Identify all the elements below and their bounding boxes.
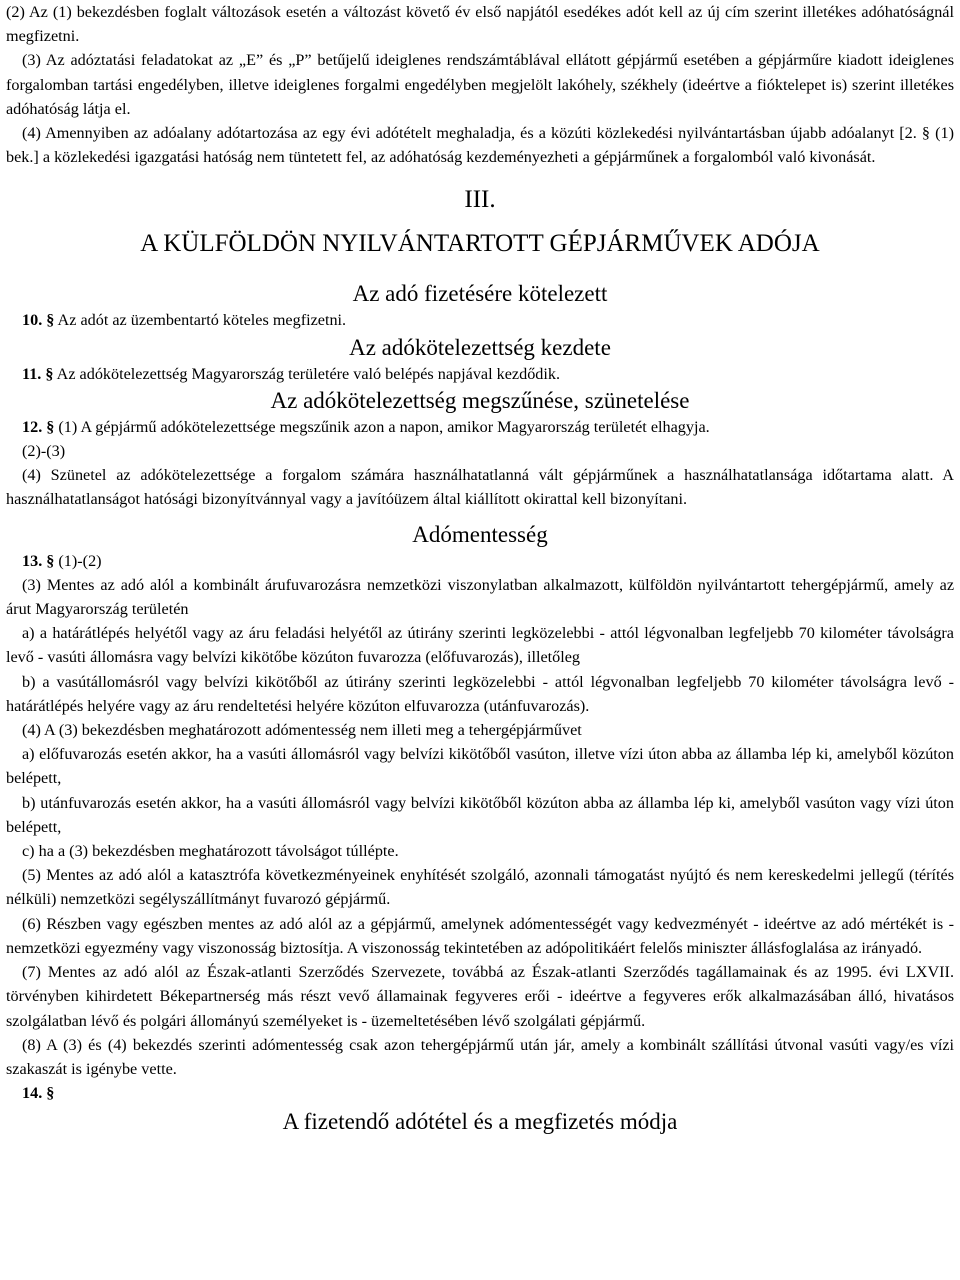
section-13-text: (1)-(2) <box>58 551 102 570</box>
section-11-text: Az adókötelezettség Magyarország területére való belépés napjával kezdődik. <box>56 364 561 383</box>
section-13-p4b: b) utánfuvarozás esetén akkor, ha a vasúti állomásról vagy belvízi kikötőből közúton abba az államba lép ki, amelyből vasúton vagy vízi úton belépett, <box>6 793 954 836</box>
paragraph-4: (4) Amennyiben az adóalany adótartozása az egy évi adótételt meghaladja, és a közúti közlekedési nyilvántartásban újabb adóalanyt [2. § (1) bek.] a közlekedési igazgatási hatóság nem tüntetett fel, az adóhatóság kezdeményezheti a gépjárműnek a forgalomból való kivonását. <box>6 124 954 167</box>
section-13-p3: (3) Mentes az adó alól a kombinált árufuvarozásra nemzetközi viszonylatban alkalmazott, külföldön nyilvántartott tehergépjármű, amely az árut Magyarország területén <box>6 575 954 619</box>
section-13-p4a: a) előfuvarozás esetén akkor, ha a vasúti állomásról vagy belvízi kikötőből vasúton, illetve vízi úton abba az államba lép ki, amelyből közúton belépett, <box>6 745 954 788</box>
section-12-p2: (2)-(3) <box>22 442 66 461</box>
section-13 <box>6 549 954 573</box>
section-13-p7: (7) Mentes az adó alól az Észak-atlanti Szerződés Szervezete, továbbá az Észak-atlanti Szerződés tagállamainak és az 1995. évi LXVII. törvényben kihirdetett Békepartnerség más részt vevő államainak fegyveres erői - ideértve a fegyveres erők alkalmazásában álló, hivatásos szolgálatban lévő és polgári állományú személyeket is - üzemeltetésében lévő szolgálati gépjármű. <box>6 963 954 1030</box>
paragraph-2: (2) Az (1) bekezdésben foglalt változások esetén a változást követő év első napjától esedékes adót kell az új cím szerint illetékes adóhatóságnál megfizetni. <box>6 3 954 46</box>
section-12-text: (1) A gépjármű adókötelezettsége megszűnik azon a napon, amikor Magyarország területét elhagyja. <box>58 417 710 436</box>
chapter-title: A KÜLFÖLDÖN NYILVÁNTARTOTT GÉPJÁRMŰVEK ADÓJA <box>140 230 820 258</box>
section-14 <box>6 1081 954 1105</box>
section-12-p4: (4) Szünetel az adókötelezettsége a forgalom számára használhatatlanná vált gépjárműnek a használhatatlansága időtartama alatt. A használhatatlanságot hatósági bizonyítvánnyal vagy a javítóüzem által kiállított okirattal kell bizonyítani. <box>6 466 954 509</box>
section-13-p3b: b) a vasútállomásról vagy belvízi kikötőből az útirány szerinti legközelebbi - attól légvonalban legfeljebb 70 kilométer távolságra levő - határátlépés helyére vagy az áru rendeltetési helyére közúton elfuvarozza (utánfuvarozás). <box>6 672 954 715</box>
section-13-p5: (5) Mentes az adó alól a katasztrófa következményeinek enyhítését szolgáló, azonnali támogatást nyújtó és nem kereskedelmi jellegű (térítés nélküli) nemzetközi segélyszállítmányt fuvarozó gépjármű. <box>6 866 954 909</box>
section-12-heading: Az adókötelezettség megszűnése, szünetelése <box>270 387 690 413</box>
section-12 <box>6 415 954 439</box>
section-10-number: 10. § <box>22 311 55 330</box>
section-10 <box>6 308 954 332</box>
section-13-p8: (8) A (3) és (4) bekezdés szerinti adómentesség csak azon tehergépjármű után jár, amely a kombinált szállítási útvonal vasúti vagy/es vízi szakaszát is igénybe vette. <box>6 1035 954 1078</box>
paragraph-3: (3) Az adóztatási feladatokat az „E” és „P” betűjelű ideiglenes rendszámtáblával ellátott gépjármű esetében a gépjárműre kiadott ideiglenes forgalomban tartási engedélyben, illetve ideiglenes forgalmi engedélyben megjelölt lakóhely, székhely (ideértve a fióktelepet is) szerint illetékes adóhatóság látja el. <box>6 51 954 118</box>
section-11-heading: Az adókötelezettség kezdete <box>349 334 611 360</box>
chapter-number: III. <box>464 186 496 214</box>
section-11-number: 11. § <box>22 364 54 383</box>
section-13-p4: (4) A (3) bekezdésben meghatározott adómentesség nem illeti meg a tehergépjárművet <box>22 721 582 740</box>
section-14-heading: A fizetendő adótétel és a megfizetés módja <box>282 1109 678 1135</box>
section-13-heading: Adómentesség <box>412 521 548 547</box>
section-13-p6: (6) Részben vagy egészben mentes az adó alól az a gépjármű, amelynek adómentességét vagy kedvezményét - ideértve az adó mértékét is - nemzetközi egyezmény vagy viszonosság biztosítja. A viszonosság tekintetében az adópolitikáért felelős miniszter állásfoglalása az irányadó. <box>6 914 954 957</box>
section-10-text: Az adót az üzembentartó köteles megfizetni. <box>57 311 347 330</box>
section-12-number: 12. § <box>22 417 55 436</box>
section-13-number: 13. § <box>22 551 55 570</box>
section-14-number: 14. § <box>22 1084 55 1103</box>
section-13-p4c: c) ha a (3) bekezdésben meghatározott távolságot túllépte. <box>22 842 399 861</box>
section-13-p3a: a) a határátlépés helyétől vagy az áru feladási helyétől az útirány szerinti legközelebbi - attól légvonalban legfeljebb 70 kilométer távolságra levő - vasúti állomásra vagy belvízi kikötőbe közúton fuvarozza (előfuvarozás), illetőleg <box>6 624 954 667</box>
section-10-heading: Az adó fizetésére kötelezett <box>352 281 608 307</box>
section-11 <box>6 362 954 386</box>
